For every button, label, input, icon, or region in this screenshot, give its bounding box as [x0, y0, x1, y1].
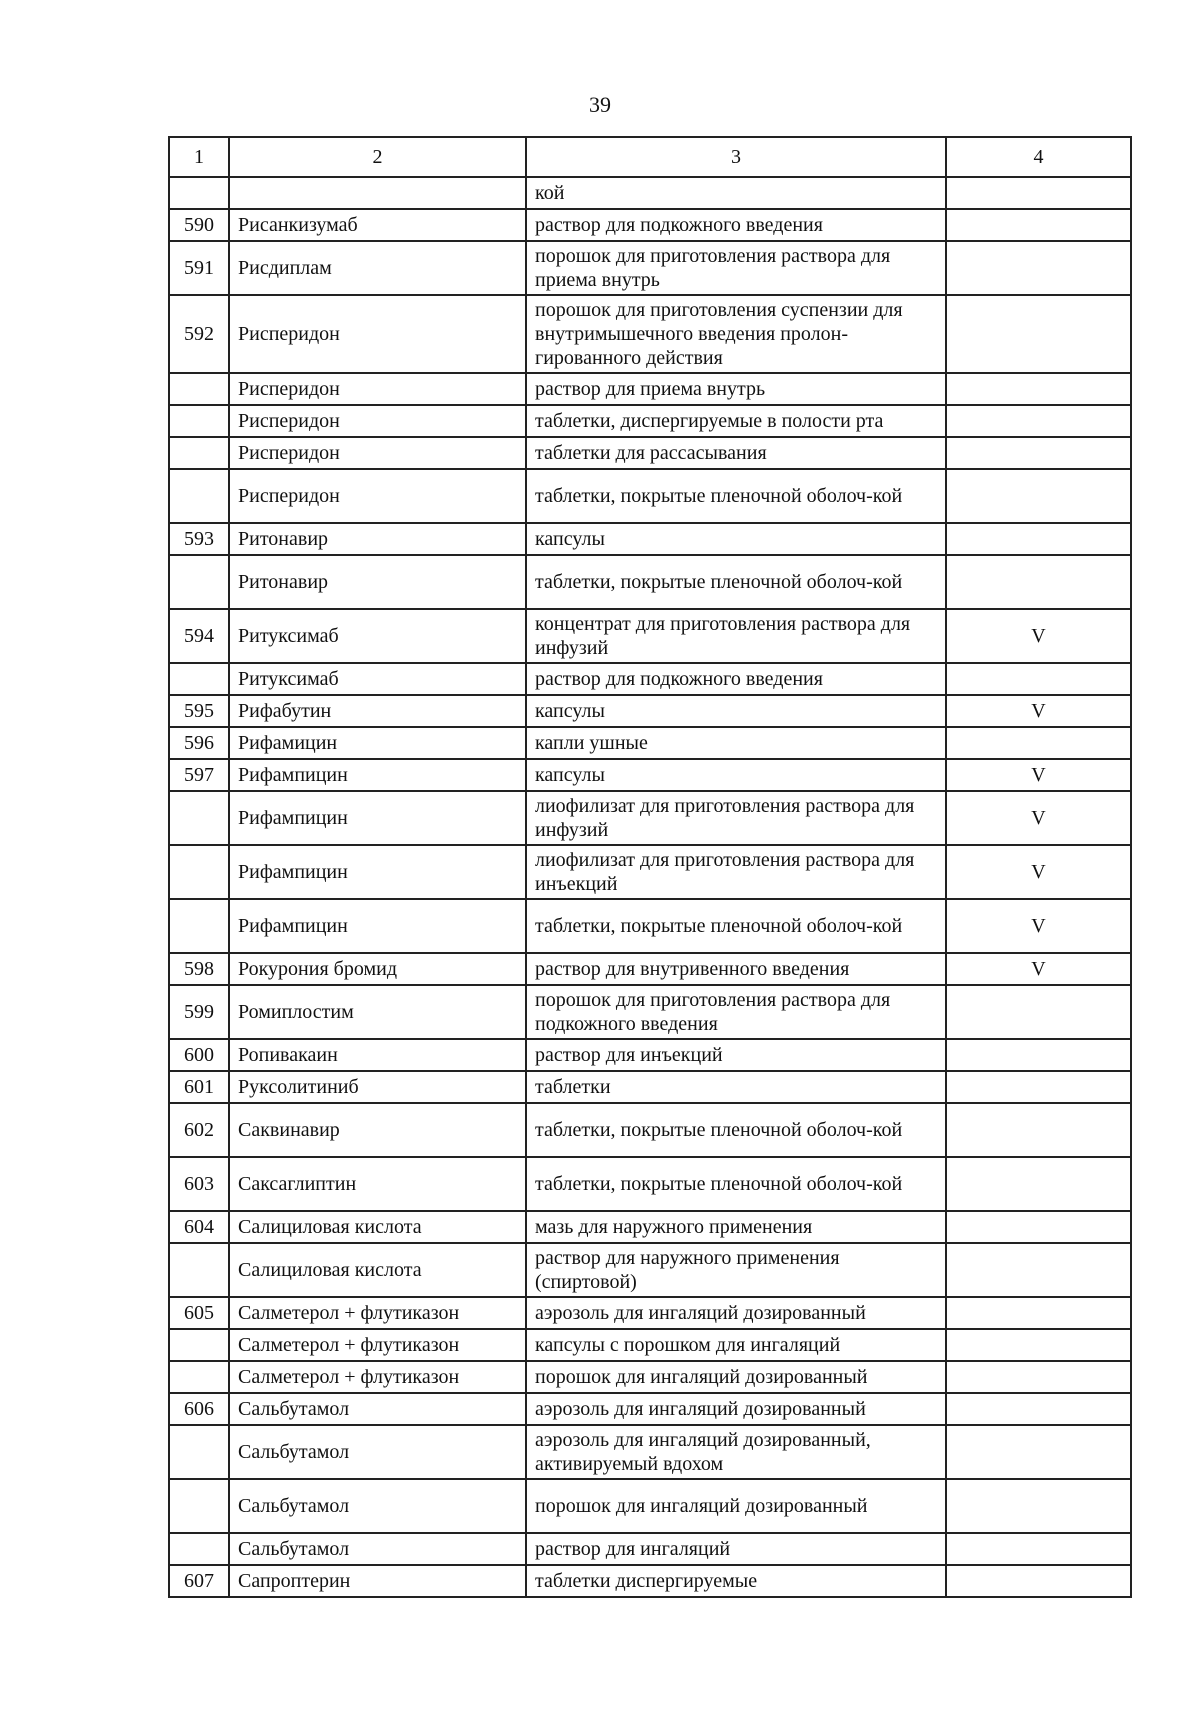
dosage-form-cell: таблетки, покрытые пленочной оболоч-кой	[526, 1157, 946, 1211]
dosage-form-cell: порошок для приготовления суспензии для внутримышечного введения пролон-гированного действия	[526, 295, 946, 373]
mark-cell	[946, 1071, 1131, 1103]
row-number-cell: 591	[169, 241, 229, 295]
dosage-form-cell: аэрозоль для ингаляций дозированный	[526, 1393, 946, 1425]
table-row	[169, 295, 1131, 373]
table-row	[169, 609, 1131, 663]
header-col-1: 1	[169, 137, 229, 177]
header-col-4: 4	[946, 137, 1131, 177]
mark-cell: V	[946, 759, 1131, 791]
row-number-cell	[169, 1361, 229, 1393]
drug-name-cell: Ритонавир	[229, 555, 526, 609]
row-number-cell	[169, 1243, 229, 1297]
row-number-cell	[169, 177, 229, 209]
mark-cell: V	[946, 953, 1131, 985]
mark-cell	[946, 1479, 1131, 1533]
dosage-form-cell: порошок для приготовления раствора для приема внутрь	[526, 241, 946, 295]
row-number-cell: 601	[169, 1071, 229, 1103]
dosage-form-cell: порошок для ингаляций дозированный	[526, 1479, 946, 1533]
dosage-form-cell: таблетки для рассасывания	[526, 437, 946, 469]
dosage-form-cell: раствор для подкожного введения	[526, 663, 946, 695]
table-body	[169, 177, 1131, 1597]
drug-name-cell: Ритонавир	[229, 523, 526, 555]
row-number-cell: 602	[169, 1103, 229, 1157]
row-number-cell: 603	[169, 1157, 229, 1211]
mark-cell	[946, 405, 1131, 437]
drug-name-cell: Рифампицин	[229, 791, 526, 845]
drug-name-cell: Сальбутамол	[229, 1425, 526, 1479]
dosage-form-cell: таблетки диспергируемые	[526, 1565, 946, 1597]
mark-cell	[946, 1103, 1131, 1157]
dosage-form-cell: таблетки, покрытые пленочной оболоч-кой	[526, 1103, 946, 1157]
dosage-form-cell: лиофилизат для приготовления раствора для инфузий	[526, 791, 946, 845]
table-row	[169, 1297, 1131, 1329]
table-row	[169, 177, 1131, 209]
mark-cell	[946, 1297, 1131, 1329]
table-row	[169, 241, 1131, 295]
dosage-form-cell: мазь для наружного применения	[526, 1211, 946, 1243]
mark-cell	[946, 241, 1131, 295]
row-number-cell	[169, 899, 229, 953]
dosage-form-cell: капсулы	[526, 759, 946, 791]
mark-cell	[946, 437, 1131, 469]
table-row	[169, 1103, 1131, 1157]
drug-name-cell: Саксаглиптин	[229, 1157, 526, 1211]
drug-name-cell: Ритуксимаб	[229, 663, 526, 695]
table-row	[169, 1565, 1131, 1597]
drug-name-cell: Салициловая кислота	[229, 1211, 526, 1243]
drug-name-cell: Рисперидон	[229, 295, 526, 373]
row-number-cell: 604	[169, 1211, 229, 1243]
table-row	[169, 1393, 1131, 1425]
dosage-form-cell: капсулы с порошком для ингаляций	[526, 1329, 946, 1361]
row-number-cell	[169, 1329, 229, 1361]
drug-name-cell: Ропивакаин	[229, 1039, 526, 1071]
dosage-form-cell: концентрат для приготовления раствора для инфузий	[526, 609, 946, 663]
mark-cell: V	[946, 609, 1131, 663]
drug-name-cell: Салметерол + флутиказон	[229, 1297, 526, 1329]
drug-name-cell: Сальбутамол	[229, 1393, 526, 1425]
mark-cell: V	[946, 845, 1131, 899]
drug-name-cell: Рифабутин	[229, 695, 526, 727]
dosage-form-cell: аэрозоль для ингаляций дозированный, активируемый вдохом	[526, 1425, 946, 1479]
row-number-cell: 607	[169, 1565, 229, 1597]
mark-cell	[946, 1157, 1131, 1211]
mark-cell: V	[946, 695, 1131, 727]
mark-cell: V	[946, 791, 1131, 845]
mark-cell	[946, 985, 1131, 1039]
mark-cell	[946, 469, 1131, 523]
row-number-cell	[169, 555, 229, 609]
dosage-form-cell: раствор для наружного применения (спиртовой)	[526, 1243, 946, 1297]
dosage-form-cell: раствор для внутривенного введения	[526, 953, 946, 985]
drug-name-cell: Рисперидон	[229, 437, 526, 469]
row-number-cell: 599	[169, 985, 229, 1039]
row-number-cell: 594	[169, 609, 229, 663]
table-row	[169, 209, 1131, 241]
table-row	[169, 1329, 1131, 1361]
row-number-cell	[169, 845, 229, 899]
mark-cell	[946, 555, 1131, 609]
mark-cell	[946, 1533, 1131, 1565]
row-number-cell: 597	[169, 759, 229, 791]
drug-name-cell: Сапроптерин	[229, 1565, 526, 1597]
mark-cell	[946, 1329, 1131, 1361]
table-row	[169, 1039, 1131, 1071]
mark-cell	[946, 1393, 1131, 1425]
row-number-cell	[169, 405, 229, 437]
table-row	[169, 727, 1131, 759]
table-row	[169, 759, 1131, 791]
dosage-form-cell: раствор для приема внутрь	[526, 373, 946, 405]
drug-name-cell: Салметерол + флутиказон	[229, 1329, 526, 1361]
table-row	[169, 1071, 1131, 1103]
drug-name-cell: Рифампицин	[229, 759, 526, 791]
row-number-cell: 590	[169, 209, 229, 241]
dosage-form-cell: порошок для приготовления раствора для подкожного введения	[526, 985, 946, 1039]
table-row	[169, 1533, 1131, 1565]
row-number-cell	[169, 1479, 229, 1533]
mark-cell	[946, 1243, 1131, 1297]
dosage-form-cell: раствор для подкожного введения	[526, 209, 946, 241]
mark-cell	[946, 1361, 1131, 1393]
drug-name-cell: Сальбутамол	[229, 1533, 526, 1565]
mark-cell	[946, 209, 1131, 241]
mark-cell	[946, 1425, 1131, 1479]
drug-name-cell: Рисперидон	[229, 373, 526, 405]
drug-name-cell: Рисдиплам	[229, 241, 526, 295]
drug-table	[168, 136, 1132, 1598]
dosage-form-cell: капсулы	[526, 523, 946, 555]
row-number-cell	[169, 1533, 229, 1565]
mark-cell: V	[946, 899, 1131, 953]
drug-name-cell: Рифамицин	[229, 727, 526, 759]
row-number-cell	[169, 1425, 229, 1479]
table-row	[169, 899, 1131, 953]
table-row	[169, 1425, 1131, 1479]
table-row	[169, 523, 1131, 555]
mark-cell	[946, 1211, 1131, 1243]
dosage-form-cell: капсулы	[526, 695, 946, 727]
table-row	[169, 373, 1131, 405]
dosage-form-cell: раствор для инъекций	[526, 1039, 946, 1071]
table-row	[169, 469, 1131, 523]
table-row	[169, 1479, 1131, 1533]
drug-name-cell: Рифампицин	[229, 845, 526, 899]
mark-cell	[946, 523, 1131, 555]
row-number-cell: 600	[169, 1039, 229, 1071]
header-col-2: 2	[229, 137, 526, 177]
row-number-cell: 598	[169, 953, 229, 985]
table-row	[169, 985, 1131, 1039]
mark-cell	[946, 177, 1131, 209]
mark-cell	[946, 727, 1131, 759]
drug-name-cell: Рисанкизумаб	[229, 209, 526, 241]
table-row	[169, 1157, 1131, 1211]
drug-name-cell	[229, 177, 526, 209]
table-row	[169, 555, 1131, 609]
row-number-cell: 593	[169, 523, 229, 555]
row-number-cell	[169, 791, 229, 845]
table-row	[169, 437, 1131, 469]
drug-name-cell: Ритуксимаб	[229, 609, 526, 663]
drug-name-cell: Салметерол + флутиказон	[229, 1361, 526, 1393]
mark-cell	[946, 1565, 1131, 1597]
row-number-cell: 596	[169, 727, 229, 759]
dosage-form-cell: таблетки	[526, 1071, 946, 1103]
table-row	[169, 663, 1131, 695]
mark-cell	[946, 295, 1131, 373]
drug-name-cell: Рифампицин	[229, 899, 526, 953]
row-number-cell: 606	[169, 1393, 229, 1425]
dosage-form-cell: таблетки, диспергируемые в полости рта	[526, 405, 946, 437]
mark-cell	[946, 663, 1131, 695]
table-row	[169, 405, 1131, 437]
header-col-3: 3	[526, 137, 946, 177]
table-row	[169, 845, 1131, 899]
drug-name-cell: Руксолитиниб	[229, 1071, 526, 1103]
drug-name-cell: Рисперидон	[229, 405, 526, 437]
drug-name-cell: Саквинавир	[229, 1103, 526, 1157]
table-row	[169, 695, 1131, 727]
mark-cell	[946, 373, 1131, 405]
table-row	[169, 1243, 1131, 1297]
table-row	[169, 953, 1131, 985]
table-row	[169, 1211, 1131, 1243]
drug-name-cell: Рокурония бромид	[229, 953, 526, 985]
table-row	[169, 1361, 1131, 1393]
row-number-cell	[169, 373, 229, 405]
drug-name-cell: Ромиплостим	[229, 985, 526, 1039]
row-number-cell: 592	[169, 295, 229, 373]
dosage-form-cell: кой	[526, 177, 946, 209]
drug-name-cell: Рисперидон	[229, 469, 526, 523]
dosage-form-cell: таблетки, покрытые пленочной оболоч-кой	[526, 469, 946, 523]
header-row	[169, 137, 1131, 177]
row-number-cell	[169, 437, 229, 469]
dosage-form-cell: капли ушные	[526, 727, 946, 759]
row-number-cell: 595	[169, 695, 229, 727]
dosage-form-cell: лиофилизат для приготовления раствора для инъекций	[526, 845, 946, 899]
table-row	[169, 791, 1131, 845]
page-number: 39	[589, 92, 611, 117]
row-number-cell	[169, 663, 229, 695]
row-number-cell: 605	[169, 1297, 229, 1329]
drug-name-cell: Сальбутамол	[229, 1479, 526, 1533]
dosage-form-cell: раствор для ингаляций	[526, 1533, 946, 1565]
dosage-form-cell: порошок для ингаляций дозированный	[526, 1361, 946, 1393]
dosage-form-cell: аэрозоль для ингаляций дозированный	[526, 1297, 946, 1329]
mark-cell	[946, 1039, 1131, 1071]
dosage-form-cell: таблетки, покрытые пленочной оболоч-кой	[526, 555, 946, 609]
dosage-form-cell: таблетки, покрытые пленочной оболоч-кой	[526, 899, 946, 953]
drug-name-cell: Салициловая кислота	[229, 1243, 526, 1297]
row-number-cell	[169, 469, 229, 523]
